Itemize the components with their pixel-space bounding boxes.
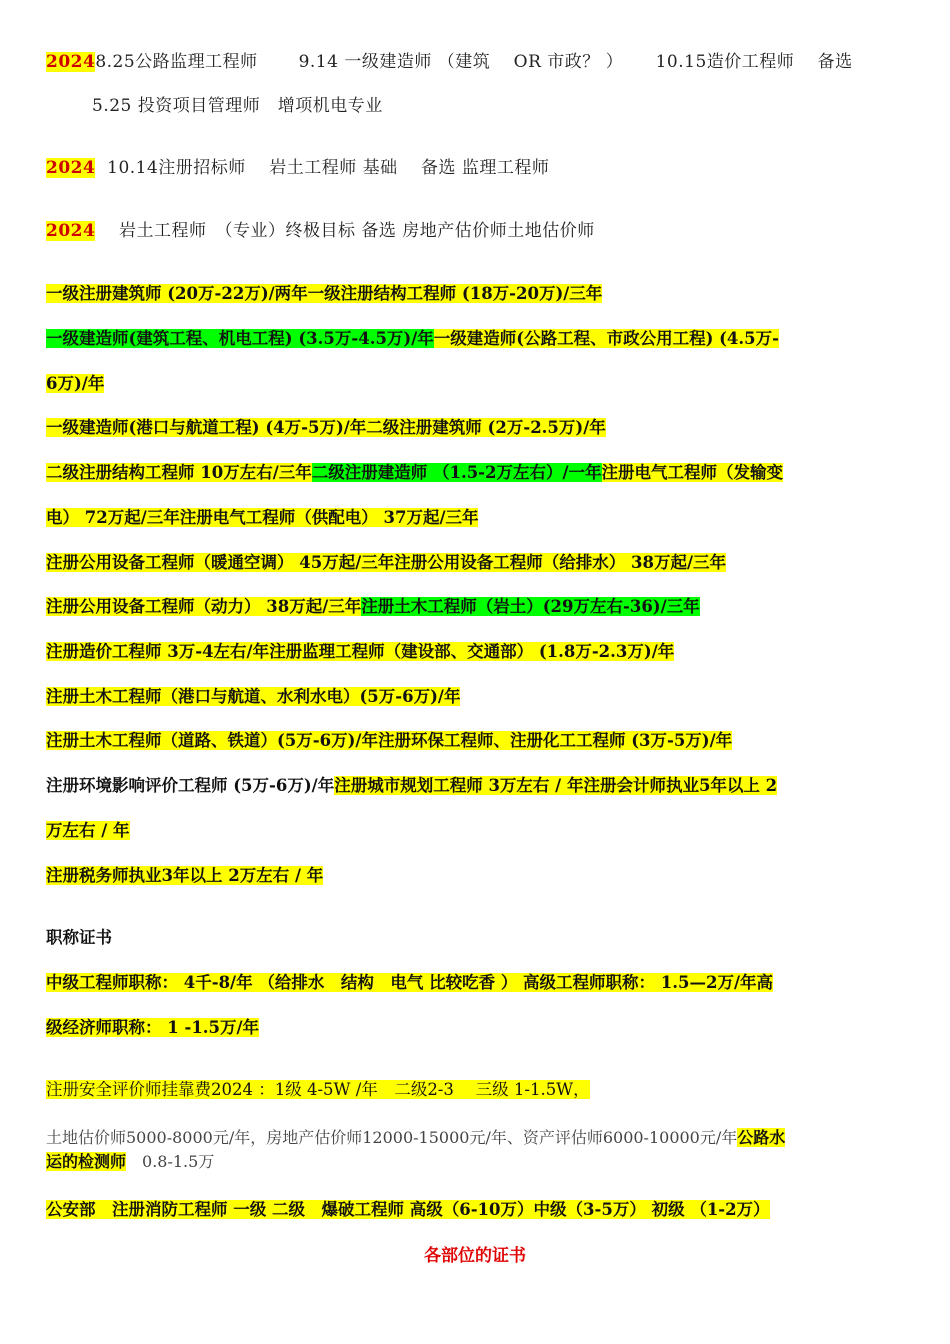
plan-text: 10.14注册招标师 岩土工程师 基础 备选 监理工程师 — [107, 158, 550, 178]
cert-line — [46, 506, 910, 530]
cert-line — [46, 595, 910, 619]
cert-line — [46, 551, 910, 575]
plan-line-1 — [46, 50, 910, 74]
year-highlight: 2024 — [46, 158, 96, 178]
title-text: 级经济师职称： 1 -1.5万/年 — [46, 1018, 260, 1037]
plan-text: 岩土工程师 （专业）终极目标 备选 房地产估价师土地估价师 — [118, 221, 595, 241]
land-text-highlight: 公路水 — [737, 1128, 786, 1147]
land-text: 0.8-1.5万 — [126, 1152, 215, 1171]
cert-text: 万左右 / 年 — [46, 821, 130, 840]
cert-text: 注册公用设备工程师（动力） 38万起/三年 — [46, 597, 362, 616]
cert-text: 一级建造师(建筑工程、机电工程) (3.5万-4.5万)/年 — [46, 329, 434, 348]
cert-text: 注册环境影响评价工程师 (5万-6万)/年 — [46, 776, 335, 795]
cert-text: 电） 72万起/三年注册电气工程师（供配电） 37万起/三年 — [46, 508, 479, 527]
cert-line — [46, 640, 910, 664]
cert-line — [46, 461, 910, 485]
cert-text: 注册土木工程师（岩土）(29万左右-36)/三年 — [361, 597, 700, 616]
cert-line — [46, 864, 910, 888]
year-highlight: 2024 — [46, 52, 96, 72]
footer-title: 各部位的证书 — [424, 1246, 526, 1266]
plan-line-1-cont — [46, 94, 910, 118]
cert-text: 一级注册建筑师 (20万-22万)/两年一级注册结构工程师 (18万-20万)/三年 — [46, 284, 603, 303]
cert-text: 二级注册结构工程师 10万左右/三年 — [46, 463, 312, 482]
cert-text: 注册土木工程师（港口与航道、水利水电）(5万-6万)/年 — [46, 687, 461, 706]
cert-text: 注册公用设备工程师（暖通空调） 45万起/三年注册公用设备工程师（给排水） 38万起/三年 — [46, 553, 726, 572]
land-text-highlight: 运的检测师 — [46, 1152, 127, 1171]
cert-text: 注册城市规划工程师 3万左右 / 年注册会计师执业5年以上 2 — [334, 776, 778, 795]
section-title-text: 职称证书 — [46, 928, 112, 947]
cert-text: 二级注册建造师 （1.5-2万左右）/一年 — [311, 463, 602, 482]
cert-text: 注册税务师执业3年以上 2万左右 / 年 — [46, 866, 324, 885]
title-text: 中级工程师职称： 4千-8/年 （给排水 结构 电气 比较吃香 ） 高级工程师职称： 1.5—2万/年高 — [46, 973, 774, 992]
safety-line — [46, 1078, 910, 1102]
land-line — [46, 1126, 910, 1174]
cert-line — [46, 819, 910, 843]
cert-text: 一级建造师(港口与航道工程) (4万-5万)/年二级注册建筑师 (2万-2.5万)/年 — [46, 418, 606, 437]
title-line — [46, 1016, 910, 1040]
police-line — [46, 1198, 910, 1222]
police-text: 公安部 注册消防工程师 一级 二级 爆破工程师 高级（6-10万）中级（3-5万） 初级 （1-2万） — [46, 1200, 770, 1219]
safety-text: 注册安全评价师挂靠费2024 ：1级 4-5W /年 二级2-3 三级 1-1.5W， — [46, 1080, 590, 1099]
section-title — [46, 926, 910, 950]
cert-line — [46, 729, 910, 753]
cert-text: 一级建造师(公路工程、市政公用工程) (4.5万- — [433, 329, 779, 348]
land-text: 土地估价师5000-8000元/年，房地产估价师12000-15000元/年、资产评估师6000-10000元/年 — [46, 1128, 738, 1147]
cert-line — [46, 327, 910, 351]
plan-text: 8.25公路监理工程师 9.14 一级建造师 （建筑 OR 市政？ ） 10.15造价工程师 备选 — [95, 52, 853, 72]
title-line — [46, 971, 910, 995]
cert-line — [46, 685, 910, 709]
cert-line — [46, 372, 910, 396]
cert-line — [46, 282, 910, 306]
cert-line — [46, 416, 910, 440]
cert-line — [46, 774, 910, 798]
year-highlight: 2024 — [46, 221, 96, 241]
cert-text: 注册造价工程师 3万-4左右/年注册监理工程师（建设部、交通部） (1.8万-2.3万)/年 — [46, 642, 675, 661]
plan-line-2 — [46, 156, 910, 180]
cert-text: 注册土木工程师（道路、铁道）(5万-6万)/年注册环保工程师、注册化工工程师 (3万-5万)/年 — [46, 731, 733, 750]
plan-text: 5.25 投资项目管理师 增项机电专业 — [92, 96, 383, 116]
plan-line-3 — [46, 219, 910, 243]
cert-text: 注册电气工程师（发输变 — [601, 463, 784, 482]
cert-text: 6万)/年 — [46, 374, 105, 393]
